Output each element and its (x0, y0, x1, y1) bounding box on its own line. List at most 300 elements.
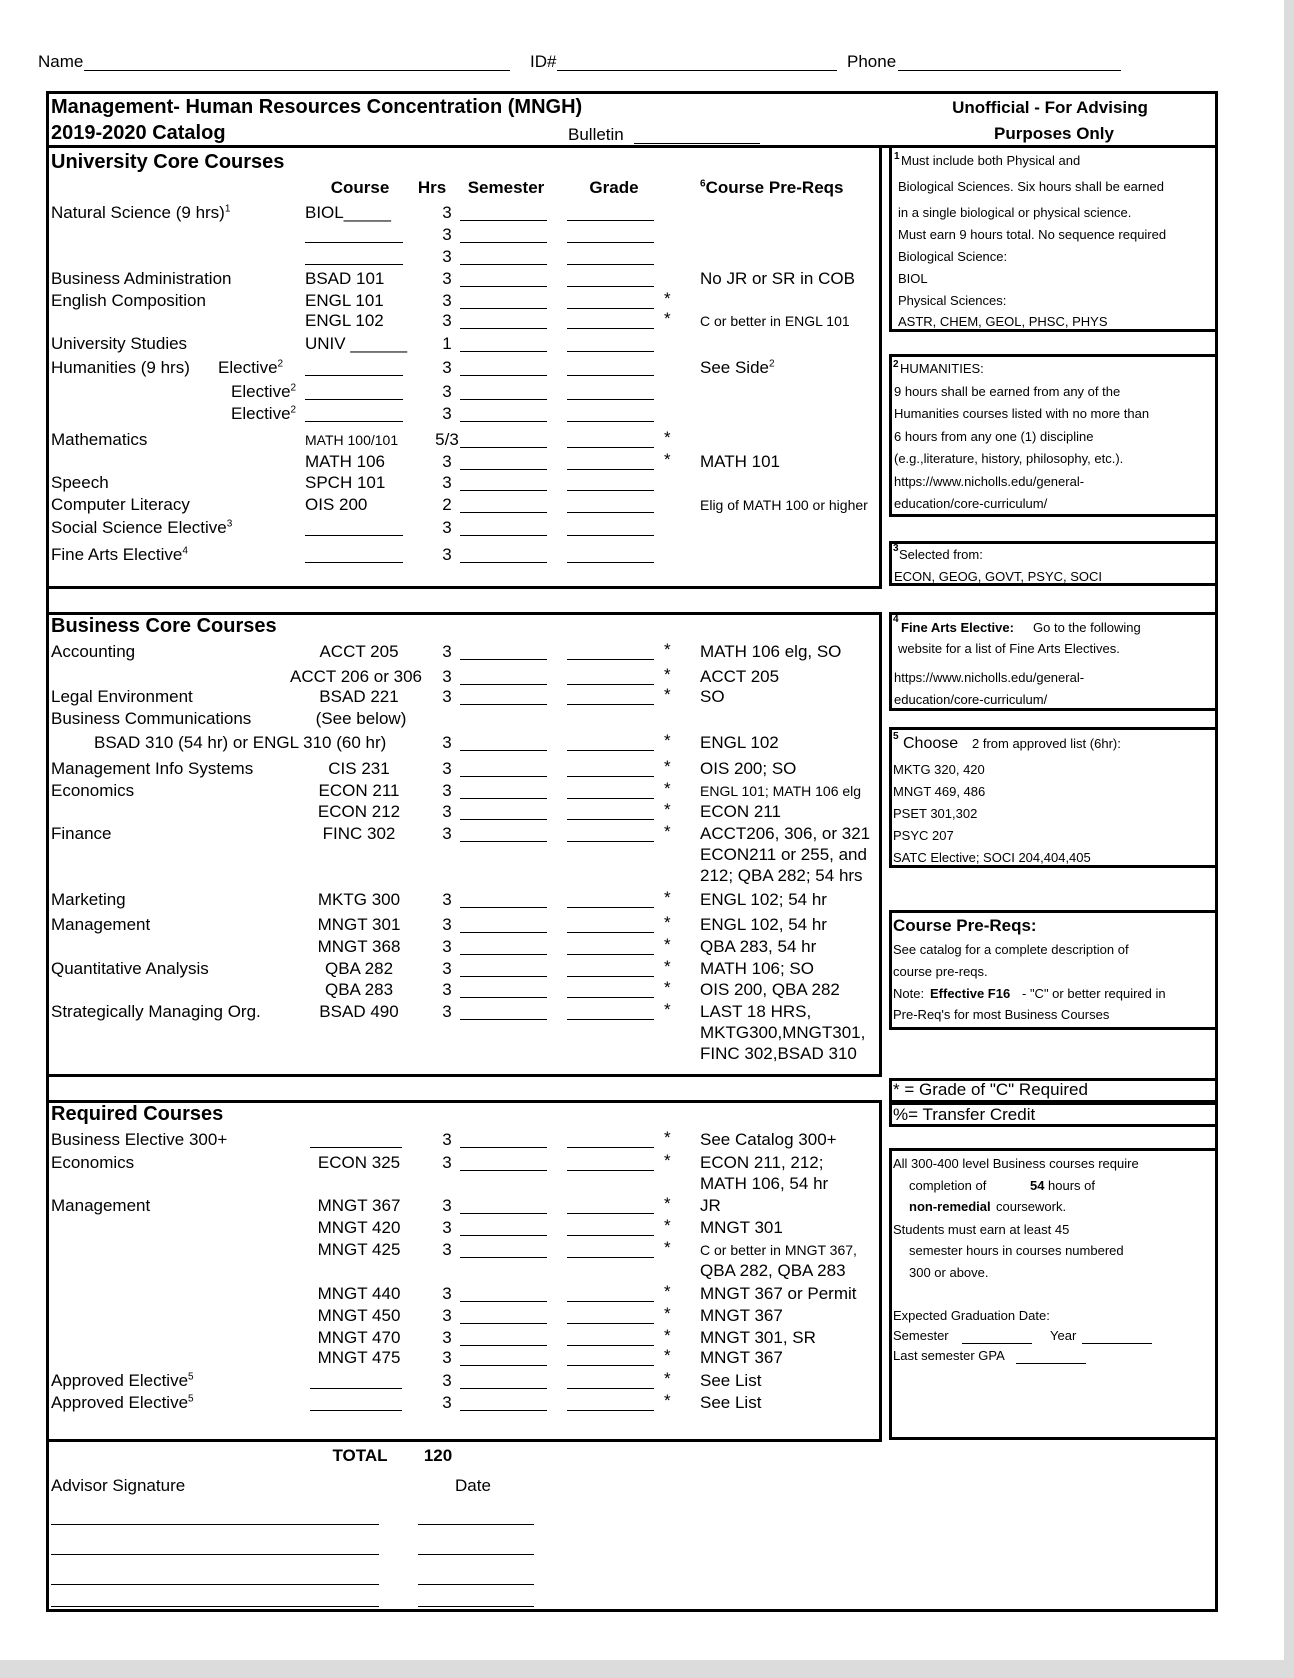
semester-field[interactable] (460, 286, 547, 287)
semester-field[interactable] (460, 490, 547, 491)
course-prereq: MATH 106 elg, SO (700, 642, 842, 661)
row-label: Quantitative Analysis (51, 959, 209, 978)
note-text: Selected from: (899, 547, 983, 562)
semester-field[interactable] (460, 1301, 547, 1302)
credit-hours: 3 (442, 759, 452, 778)
semester-field[interactable] (460, 1170, 547, 1171)
required-grade-marker: * (664, 1391, 671, 1410)
course-prereq: SO (700, 687, 725, 706)
semester-field[interactable] (460, 220, 547, 221)
required-grade-marker: * (664, 1326, 671, 1345)
footnote-marker: 5 (893, 731, 899, 742)
note-text: completion of (909, 1178, 987, 1193)
row-label: Business Administration (51, 269, 232, 288)
note-text: Course Pre-Reqs: (893, 916, 1037, 935)
note-text: website for a list of Fine Arts Electives. (898, 641, 1120, 656)
row-label: Business Communications (51, 709, 252, 728)
required-grade-marker: * (664, 665, 671, 684)
row-label: Management (51, 1196, 151, 1215)
course-code: ECON 211 (318, 781, 400, 800)
credit-hours: 3 (442, 247, 452, 266)
footnote-marker: 4 (893, 614, 899, 625)
semester-field[interactable] (460, 684, 547, 685)
course-prereq: ENGL 101; MATH 106 elg (700, 783, 862, 799)
grade-field[interactable] (567, 512, 654, 513)
note-text: ASTR, CHEM, GEOL, PHSC, PHYS (898, 314, 1108, 329)
course-code: OIS 200 (305, 495, 368, 514)
note-text: education/core-curriculum/ (894, 692, 1048, 707)
semester-field[interactable] (460, 819, 547, 820)
date-line[interactable] (418, 1554, 534, 1555)
row-label: Marketing (51, 890, 126, 909)
course-prereq: QBA 282, QBA 283 (700, 1261, 846, 1280)
credit-hours: 3 (442, 203, 452, 222)
course-code: MNGT 425 (317, 1240, 401, 1259)
required-grade-marker: * (664, 640, 671, 659)
course-prereq: QBA 283, 54 hr (700, 937, 817, 956)
semester-field[interactable] (460, 659, 547, 660)
bulletin-field[interactable] (634, 143, 760, 144)
signature-line[interactable] (51, 1524, 379, 1525)
course-prereq: C or better in ENGL 101 (700, 313, 850, 329)
grade-field[interactable] (567, 421, 654, 422)
course-prereq: MATH 106, 54 hr (700, 1174, 829, 1193)
date-line[interactable] (418, 1584, 534, 1585)
grade-field[interactable] (567, 447, 654, 448)
note-text: Choose (903, 735, 959, 752)
grade-field[interactable] (567, 976, 654, 977)
semester-field[interactable] (460, 1410, 547, 1411)
course-prereq: ECON 211, 212; (700, 1153, 824, 1172)
course-code: QBA 282 (324, 959, 394, 978)
row-label: Business Elective 300+ (51, 1130, 228, 1149)
elective-label: Elective$^2$ (231, 382, 297, 401)
semester-field[interactable] (460, 841, 547, 842)
course-prereq: ENGL 102, 54 hr (700, 915, 827, 934)
course-prereq: ECON211 or 255, and (700, 845, 867, 864)
credit-hours: 3 (442, 1393, 452, 1412)
course-field[interactable] (305, 399, 403, 400)
credit-hours: 3 (442, 1240, 452, 1259)
grade-field[interactable] (567, 1365, 654, 1366)
credit-hours: 3 (442, 311, 452, 330)
course-prereq: OIS 200; SO (700, 759, 797, 778)
semester-field[interactable] (460, 997, 547, 998)
note-text: in a single biological or physical science. (898, 205, 1132, 220)
credit-hours: 3 (442, 781, 452, 800)
required-grade-marker: * (664, 1000, 671, 1019)
required-grade-marker: * (664, 800, 671, 819)
course-prereq: MNGT 367 (700, 1306, 783, 1325)
course-prereq: No JR or SR in COB (700, 269, 855, 288)
course-code: ENGL 101 (305, 291, 384, 310)
row-label: Computer Literacy (51, 495, 190, 514)
semester-field[interactable] (460, 1365, 547, 1366)
row-label: Approved Elective$^5$ (51, 1371, 194, 1390)
course-prereq: MNGT 301, SR (700, 1328, 816, 1347)
course-code: MNGT 440 (317, 1284, 401, 1303)
credit-hours: 3 (442, 1196, 452, 1215)
semester-field[interactable] (460, 954, 547, 955)
row-label: Natural Science (9 hrs)$^1$ (51, 203, 231, 222)
grade-field[interactable] (567, 1147, 654, 1148)
credit-hours: 3 (442, 824, 452, 843)
col-grade: Grade (589, 178, 639, 197)
required-grade-marker: * (664, 913, 671, 932)
grade-field[interactable] (567, 776, 654, 777)
grade-field[interactable] (567, 264, 654, 265)
course-prereq: See Catalog 300+ (700, 1130, 837, 1149)
row-label: Speech (51, 473, 109, 492)
required-grade-marker: * (664, 1304, 671, 1323)
note-text: Biological Science: (898, 249, 1008, 264)
semester-field[interactable] (460, 1388, 547, 1389)
note-text: 6 hours from any one (1) discipline (894, 429, 1094, 444)
course-prereq: 212; QBA 282; 54 hrs (700, 866, 863, 885)
grade-field[interactable] (567, 954, 654, 955)
semester-field[interactable] (460, 776, 547, 777)
semester-field[interactable] (460, 469, 547, 470)
required-grade-marker: * (664, 1369, 671, 1388)
note-text: Pre-Req's for most Business Courses (893, 1007, 1110, 1022)
footnote-marker: 1 (894, 151, 900, 162)
credit-hours: 3 (442, 545, 452, 564)
semester-field[interactable] (460, 328, 547, 329)
note-text: Go to the following (1033, 620, 1141, 635)
course-field[interactable] (305, 264, 403, 265)
semester-field[interactable] (460, 1345, 547, 1346)
date-line[interactable] (418, 1606, 534, 1607)
required-grade-marker: * (664, 1216, 671, 1235)
note-text: https://www.nicholls.edu/general- (894, 474, 1085, 489)
grade-field[interactable] (567, 562, 654, 563)
course-code: BSAD 221 (319, 687, 399, 706)
grade-field[interactable] (567, 469, 654, 470)
grade-field[interactable] (567, 798, 654, 799)
credit-hours: 3 (442, 1371, 452, 1390)
note-text: Note: (893, 986, 925, 1001)
phone-label: Phone (847, 52, 897, 71)
semester-field[interactable] (460, 375, 547, 376)
note-text: PSYC 207 (893, 828, 954, 843)
grade-field[interactable] (567, 1235, 654, 1236)
note-text: semester hours in courses numbered (909, 1243, 1124, 1258)
semester-field[interactable] (460, 264, 547, 265)
note-text: 9 hours shall be earned from any of the (894, 384, 1121, 399)
grade-field[interactable] (567, 1388, 654, 1389)
course-prereq: ENGL 102 (700, 733, 779, 752)
required-grade-marker: * (664, 957, 671, 976)
signature-line[interactable] (51, 1584, 379, 1585)
course-prereq: See Side$^2$ (700, 358, 775, 377)
credit-hours: 3 (442, 1002, 452, 1021)
note-text: MKTG 320, 420 (893, 762, 985, 777)
grade-field[interactable] (567, 1019, 654, 1020)
signature-line[interactable] (51, 1606, 379, 1607)
course-code: MNGT 450 (317, 1306, 401, 1325)
note-text: Last semester GPA (893, 1348, 1005, 1363)
semester-field[interactable] (460, 704, 547, 705)
course-field[interactable] (310, 1147, 402, 1148)
row-label: Economics (51, 781, 135, 800)
credit-hours: 3 (442, 802, 452, 821)
grade-field[interactable] (567, 1301, 654, 1302)
note-text: hours of (1048, 1178, 1095, 1193)
id-label: ID# (530, 52, 557, 71)
grade-field[interactable] (567, 659, 654, 660)
required-grade-marker: * (664, 757, 671, 776)
course-prereq: ACCT206, 306, or 321 (700, 824, 871, 843)
note-text: (e.g.,literature, history, philosophy, etc.). (894, 451, 1124, 466)
footnote-marker: 2 (893, 359, 899, 370)
semester-field[interactable] (460, 1213, 547, 1214)
total-value: 120 (423, 1446, 453, 1465)
note-text: SATC Elective; SOCI 204,404,405 (893, 850, 1091, 865)
course-prereq: OIS 200, QBA 282 (700, 980, 840, 999)
course-code: MNGT 470 (317, 1328, 401, 1347)
grad-semester-field[interactable] (962, 1343, 1032, 1344)
credit-hours: 3 (442, 667, 452, 686)
course-prereq: Elig of MATH 100 or higher (700, 497, 868, 513)
col-semester: Semester (467, 178, 545, 197)
note-text: https://www.nicholls.edu/general- (894, 670, 1085, 685)
credit-hours: 3 (442, 1284, 452, 1303)
semester-field[interactable] (460, 399, 547, 400)
course-prereq: MNGT 367 or Permit (700, 1284, 857, 1303)
credit-hours: 1 (442, 334, 452, 353)
semester-field[interactable] (460, 976, 547, 977)
date-line[interactable] (418, 1524, 534, 1525)
required-grade-marker: * (664, 888, 671, 907)
semester-field[interactable] (460, 1323, 547, 1324)
grade-field[interactable] (567, 535, 654, 536)
semester-field[interactable] (460, 351, 547, 352)
course-prereq: MNGT 301 (700, 1218, 783, 1237)
semester-field[interactable] (460, 242, 547, 243)
row-label: Accounting (51, 642, 136, 661)
grade-field[interactable] (567, 907, 654, 908)
credit-hours: 3 (442, 452, 452, 471)
col-prereq: $^6$Course Pre-Reqs (700, 178, 844, 197)
grade-field[interactable] (567, 490, 654, 491)
grade-field[interactable] (567, 1170, 654, 1171)
course-code: BSAD 101 (305, 269, 385, 288)
grad-year-field[interactable] (1082, 1343, 1152, 1344)
note-text: - "C" or better required in (1022, 986, 1166, 1001)
grade-field[interactable] (567, 220, 654, 221)
note-text: non-remedial (909, 1199, 991, 1214)
grade-field[interactable] (567, 1213, 654, 1214)
course-field[interactable] (310, 1388, 402, 1389)
semester-field[interactable] (460, 1257, 547, 1258)
course-code: MKTG 300 (317, 890, 401, 909)
advisor-signature-label: Advisor Signature (51, 1476, 186, 1495)
course-field[interactable] (305, 242, 403, 243)
semester-field[interactable] (460, 907, 547, 908)
required-grade-marker: * (664, 685, 671, 704)
semester-field[interactable] (460, 421, 547, 422)
credit-hours: 3 (442, 915, 452, 934)
note-text: All 300-400 level Business courses require (893, 1156, 1139, 1171)
row-label: Fine Arts Elective$^4$ (51, 545, 188, 564)
course-prereq: ACCT 205 (700, 667, 780, 686)
grade-field[interactable] (567, 399, 654, 400)
grade-field[interactable] (567, 1345, 654, 1346)
page-gutter (1284, 0, 1294, 1678)
credit-hours: 3 (442, 291, 452, 310)
note-text: BIOL (898, 271, 928, 286)
grade-field[interactable] (567, 841, 654, 842)
course-code: MNGT 420 (317, 1218, 401, 1237)
credit-hours: 3 (442, 980, 452, 999)
required-grade-marker: * (664, 1346, 671, 1365)
credit-hours: 3 (442, 358, 452, 377)
program-title: Management- Human Resources Concentration (MNGH) (51, 96, 583, 118)
course-field[interactable] (305, 375, 403, 376)
row-label: Management Info Systems (51, 759, 254, 778)
course-prereq: ECON 211 (700, 802, 781, 821)
note-text: * = Grade of "C" Required (893, 1080, 1088, 1099)
course-prereq: MKTG300,MNGT301, (700, 1023, 866, 1042)
required-grade-marker: * (664, 1238, 671, 1257)
grade-field[interactable] (567, 997, 654, 998)
course-field[interactable] (305, 421, 403, 422)
note-text: Students must earn at least 45 (893, 1222, 1070, 1237)
required-heading: Required Courses (51, 1103, 224, 1125)
credit-hours: 2 (442, 495, 452, 514)
credit-hours: 3 (442, 1306, 452, 1325)
note-text: HUMANITIES: (900, 361, 984, 376)
row-label: Legal Environment (51, 687, 193, 706)
note-text: 300 or above. (909, 1265, 989, 1280)
name-label: Name (38, 52, 84, 71)
grade-field[interactable] (567, 1410, 654, 1411)
grade-field[interactable] (567, 242, 654, 243)
course-prereq: See List (700, 1371, 762, 1390)
course-code: MNGT 301 (317, 915, 401, 934)
note-text: 54 (1030, 1178, 1045, 1193)
course-field[interactable] (305, 562, 403, 563)
semester-field[interactable] (460, 1235, 547, 1236)
course-code: MNGT 368 (317, 937, 401, 956)
semester-field[interactable] (460, 1019, 547, 1020)
semester-field[interactable] (460, 447, 547, 448)
course-code: MNGT 475 (317, 1348, 401, 1367)
required-grade-marker: * (664, 1128, 671, 1147)
grade-field[interactable] (567, 1257, 654, 1258)
grade-field[interactable] (567, 684, 654, 685)
credit-hours: 3 (442, 269, 452, 288)
row-label: BSAD 310 (54 hr) or ENGL 310 (60 hr) (94, 733, 387, 752)
id-field[interactable] (557, 70, 837, 71)
required-grade-marker: * (664, 428, 671, 447)
grade-field[interactable] (567, 1323, 654, 1324)
semester-field[interactable] (460, 512, 547, 513)
grade-field[interactable] (567, 375, 654, 376)
course-prereq: C or better in MNGT 367, (700, 1242, 857, 1258)
semester-field[interactable] (460, 562, 547, 563)
signature-line[interactable] (51, 1554, 379, 1555)
course-code: ACCT 205 (319, 642, 399, 661)
total-label: TOTAL (332, 1446, 388, 1465)
credit-hours: 3 (442, 1153, 452, 1172)
unofficial-line-1: Unofficial - For Advising (952, 98, 1148, 117)
grade-field[interactable] (567, 351, 654, 352)
footnote-marker: 3 (893, 543, 899, 554)
credit-hours: 3 (442, 959, 452, 978)
row-label: Humanities (9 hrs) (51, 358, 190, 377)
grade-field[interactable] (567, 308, 654, 309)
grade-field[interactable] (567, 328, 654, 329)
elective-label: Elective$^2$ (231, 404, 297, 423)
name-field[interactable] (84, 70, 510, 71)
course-code: MNGT 367 (317, 1196, 401, 1215)
phone-field[interactable] (898, 70, 1121, 71)
semester-field[interactable] (460, 1147, 547, 1148)
col-course: Course (330, 178, 390, 197)
semester-field[interactable] (460, 932, 547, 933)
course-prereq: MATH 101 (700, 452, 780, 471)
course-prereq: MNGT 367 (700, 1348, 783, 1367)
grade-field[interactable] (567, 750, 654, 751)
semester-field[interactable] (460, 798, 547, 799)
credit-hours: 3 (442, 382, 452, 401)
row-label: English Composition (51, 291, 206, 310)
university-core-heading: University Core Courses (51, 151, 285, 173)
credit-hours: 3 (442, 1328, 452, 1347)
course-field[interactable] (305, 535, 403, 536)
note-text: MNGT 469, 486 (893, 784, 986, 799)
required-grade-marker: * (664, 731, 671, 750)
required-grade-marker: * (664, 1282, 671, 1301)
note-text: Must earn 9 hours total. No sequence required (898, 227, 1167, 242)
course-code: SPCH 101 (305, 473, 386, 492)
credit-hours: 3 (442, 518, 452, 537)
credit-hours: 3 (442, 404, 452, 423)
catalog-year: 2019-2020 Catalog (51, 122, 226, 144)
semester-field[interactable] (460, 535, 547, 536)
course-field[interactable] (310, 1410, 402, 1411)
page-gutter-bottom (0, 1660, 1294, 1678)
semester-field[interactable] (460, 308, 547, 309)
note-text: %= Transfer Credit (893, 1105, 1036, 1124)
required-grade-marker: * (664, 1151, 671, 1170)
credit-hours: 3 (442, 642, 452, 661)
note-text: Expected Graduation Date: (893, 1308, 1050, 1323)
grade-field[interactable] (567, 932, 654, 933)
note-text: Fine Arts Elective: (901, 620, 1014, 635)
credit-hours: 3 (442, 1348, 452, 1367)
course-prereq: JR (700, 1196, 721, 1215)
credit-hours: 5/3 (435, 430, 459, 449)
course-code: FINC 302 (322, 824, 396, 843)
grade-field[interactable] (567, 819, 654, 820)
semester-field[interactable] (460, 750, 547, 751)
credit-hours: 3 (442, 733, 452, 752)
required-grade-marker: * (664, 289, 671, 308)
required-grade-marker: * (664, 1194, 671, 1213)
note-text: ECON, GEOG, GOVT, PSYC, SOCI (894, 569, 1103, 584)
grade-field[interactable] (567, 286, 654, 287)
note-text: Humanities courses listed with no more than (894, 406, 1150, 421)
note-text: Effective F16 (930, 986, 1011, 1001)
course-code: ENGL 102 (305, 311, 384, 330)
row-label: Economics (51, 1153, 135, 1172)
gpa-field[interactable] (1016, 1363, 1086, 1364)
course-code: BSAD 490 (319, 1002, 399, 1021)
course-code: CIS 231 (328, 759, 390, 778)
grade-field[interactable] (567, 704, 654, 705)
